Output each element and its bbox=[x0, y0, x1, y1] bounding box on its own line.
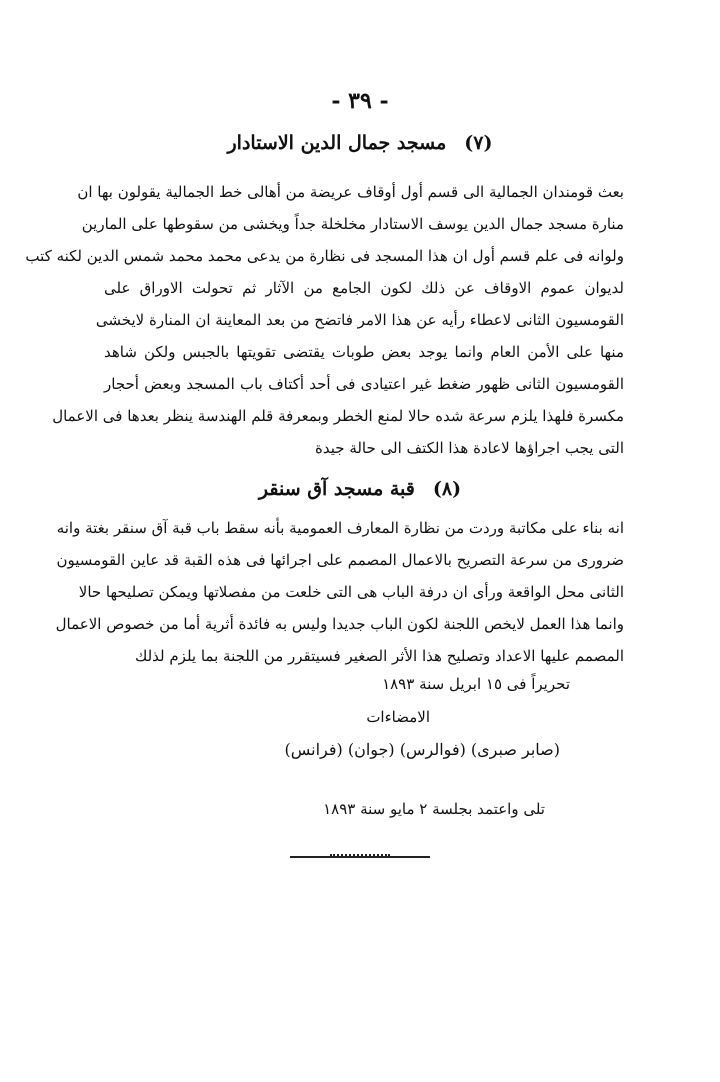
section-8-line: المصمم عليها الاعداد وتصليح هذا الأثر الصغير فسيتقرر من اللجنة بما يلزم لذلك bbox=[134, 647, 624, 665]
section-8-number: (٨) bbox=[432, 478, 462, 500]
section-7-number: (٧) bbox=[464, 132, 493, 154]
signatures-label: الامضاءات bbox=[366, 708, 430, 726]
section-8-line: الثانى محل الواقعة ورأى ان درفة الباب هى التى خلعت من مفصلاتها ويمكن تصليحها حالا bbox=[78, 583, 624, 601]
section-8-body bbox=[55, 512, 624, 672]
section-7-line: منها على الأمن العام وانما يوجد بعض طوبات يقتضى تقويتها بالجبس ولكن شاهد bbox=[104, 343, 624, 361]
section-8-line: انه بناء على مكاتبة وردت من نظارة المعارف العمومية بأنه سقط باب قبة آق سنقر بغتة وانه bbox=[56, 519, 624, 537]
section-7-line: التى يجب اجراؤها لاعادة هذا الكتف الى حالة جيدة bbox=[315, 439, 624, 457]
date-line: تحريراً فى ١٥ ابريل سنة ١٨٩٣ bbox=[382, 675, 570, 693]
section-7-line: مكسرة فلهذا يلزم سرعة شده حالا لمنع الخطر وبمعرفة قلم الهندسة ينظر بعدها فى الاعمال bbox=[52, 407, 624, 425]
section-8-line: ضرورى من سرعة التصريح بالاعمال المصمم على اجرائها فى هذه القبة قد عاين القومسيون bbox=[56, 551, 624, 569]
section-7-line: لديوان عموم الاوقاف عن ذلك لكون الجامع من الآثار ثم تحولت الاوراق على bbox=[104, 279, 624, 297]
ornamental-divider bbox=[290, 856, 430, 858]
section-7-line: القومسيون الثانى لاعطاء رأيه عن هذا الامر فاتضح من بعد المعاينة ان المنارة لايخشى bbox=[95, 311, 624, 329]
section-8-line: وانما هذا العمل لايخص اللجنة لكون الباب جديدا وليس به فائدة أثرية أما من خصوص الاعمال bbox=[55, 615, 624, 633]
section-7-line: القومسيون الثانى ظهور ضغط غير اعتيادى فى أحد أكتاف باب المسجد وبعض أحجار bbox=[104, 375, 624, 393]
signatories: (صابر صبرى) (فوالرس) (جوان) (فرانس) bbox=[284, 740, 560, 759]
section-7-title: مسجد جمال الدين الاستادار bbox=[227, 132, 447, 154]
section-7-line: بعث قومندان الجمالية الى قسم أول أوقاف عريضة من أهالى خط الجمالية يقولون بها ان bbox=[77, 183, 624, 201]
section-8-title: قبة مسجد آق سنقر bbox=[258, 478, 415, 500]
section-8-heading bbox=[0, 478, 720, 500]
section-7-body bbox=[25, 176, 624, 464]
section-7-line: منارة مسجد جمال الدين يوسف الاستادار مخلخلة جداً ويخشى من سقوطها على المارين bbox=[81, 215, 624, 233]
section-7-line: ولوانه فى علم قسم أول ان هذا المسجد فى نظارة من يدعى محمد محمد شمس الدين لكنه كتب bbox=[25, 247, 624, 265]
page-number: - ٣٩ - bbox=[331, 88, 389, 114]
approval-line: تلى واعتمد بجلسة ٢ مايو سنة ١٨٩٣ bbox=[323, 800, 545, 818]
section-7-heading bbox=[0, 132, 720, 154]
